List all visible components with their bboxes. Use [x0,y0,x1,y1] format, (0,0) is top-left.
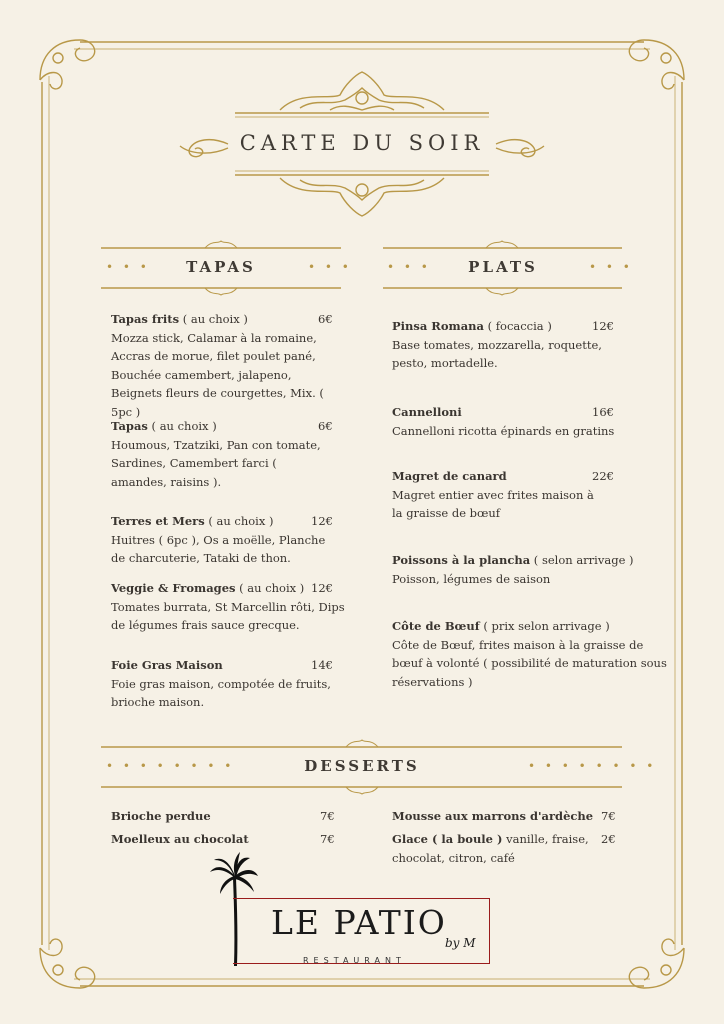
page-title: CARTE DU SOIR [239,131,485,155]
item-name: Poissons à la plancha [392,553,531,567]
logo-subtitle: RESTAURANT [303,956,406,965]
item-price: 16€ [592,405,614,419]
item-description: Tomates burrata, St Marcellin rôti, Dips de légumes frais sauce grecque. [111,599,345,632]
item-name: Tapas [111,419,148,433]
item-price: 7€ [320,809,335,823]
item-description: Huitres ( 6pc ), Os a moëlle, Planche de charcuterie, Tataki de thon. [111,532,326,565]
item-note: ( au choix ) [235,581,305,595]
plats-dots-left: • • • [387,260,431,274]
desserts-dots-right: • • • • • • • • [528,759,657,773]
item-note: vanille, fraise, chocolat, citron, café [392,832,589,865]
logo-byline: by M [445,936,476,950]
section-title-tapas: TAPAS [186,258,256,276]
item-note: ( au choix ) [204,514,274,528]
item-name: Côte de Bœuf [392,619,480,633]
item-description: Côte de Bœuf, frites maison à la graisse de bœuf à volonté ( possibilité de maturation sous réservations ) [392,637,667,689]
item-description: Poisson, légumes de saison [392,571,551,586]
logo-name: LE PATIO [271,903,447,942]
item-name: Brioche perdue [111,809,211,823]
item-description: Foie gras maison, compotée de fruits, brioche maison. [111,676,331,709]
item-description: Magret entier avec frites maison à la graisse de bœuf [392,487,594,520]
item-description: Houmous, Tzatziki, Pan con tomate, Sardines, Camembert farci ( amandes, raisins ). [111,437,321,489]
item-name: Mousse aux marrons d'ardèche [392,809,594,823]
item-name: Foie Gras Maison [111,658,223,672]
tapas-dots-left: • • • [106,260,150,274]
item-price: 22€ [592,469,614,483]
item-note: ( prix selon arrivage ) [479,619,610,633]
item-name: Veggie & Fromages [111,581,236,595]
item-price: 12€ [592,319,614,333]
item-name: Pinsa Romana [392,319,484,333]
item-price: 7€ [601,809,616,823]
item-note: ( selon arrivage ) [530,553,634,567]
item-price: 12€ [311,581,333,595]
item-name: Magret de canard [392,469,507,483]
item-description: Base tomates, mozzarella, roquette, pesto, mortadelle. [392,337,602,370]
section-title-desserts: DESSERTS [304,757,420,775]
plats-dots-right: • • • [589,260,633,274]
item-price: 12€ [311,514,333,528]
item-name: Tapas frits [111,312,180,326]
desserts-dots-left: • • • • • • • • [106,759,235,773]
item-description: Cannelloni ricotta épinards en gratins [392,423,615,438]
item-note: ( focaccia ) [483,319,552,333]
item-price: 7€ [320,832,335,846]
item-name: Terres et Mers [111,514,205,528]
item-note: ( au choix ) [179,312,248,326]
item-price: 14€ [311,658,333,672]
item-note: ( au choix ) [147,419,217,433]
item-price: 6€ [318,312,333,326]
item-name: Moelleux au chocolat [111,832,249,846]
tapas-dots-right: • • • [308,260,352,274]
item-name: Cannelloni [392,405,462,419]
item-description: Mozza stick, Calamar à la romaine, Accras de morue, filet poulet pané, Bouchée camembert, jalapeno, Beignets fleurs de courgettes, Mix. ( 5pc ) [111,330,324,419]
item-name: Glace ( la boule ) [392,832,503,846]
section-title-plats: PLATS [468,258,538,276]
item-price: 6€ [318,419,333,433]
item-price: 2€ [601,832,616,846]
